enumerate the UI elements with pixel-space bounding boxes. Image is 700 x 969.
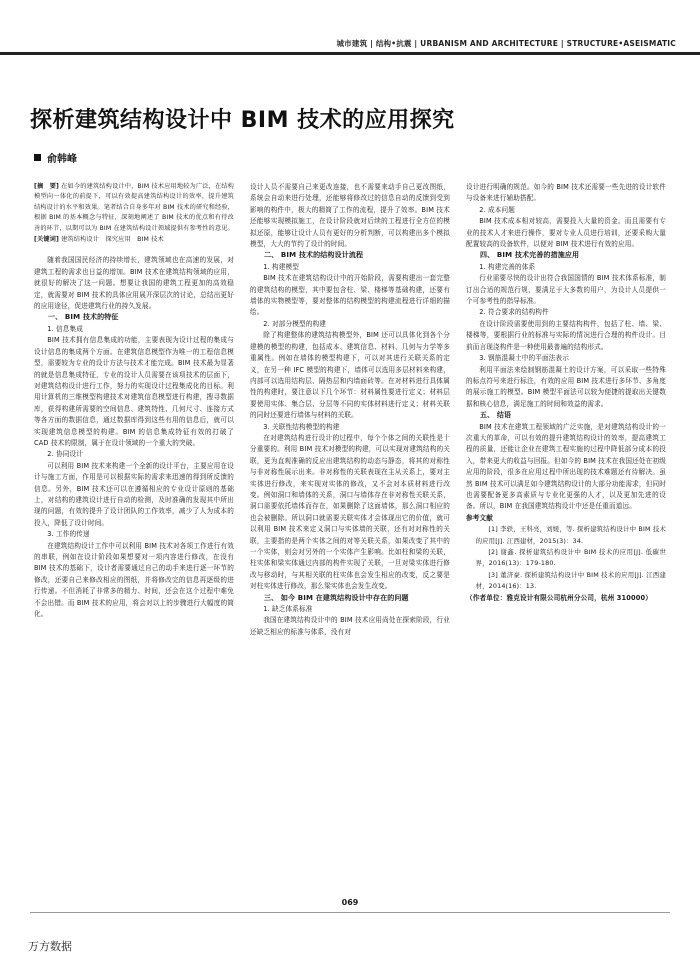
- intro-paragraph: 随着我国国民经济的持续增长，建筑领域也在高速的发展，对建筑工程的需求也日益的增加。BIM 技术在建筑结构领域的应用，就很好的解决了这一问题。想要让我国的建筑工程更加的高效稳定，就需要对 BIM 技术的具体应用展开深层次的讨论，总结出更好的应用途径，促进建筑行业的持久发展。: [34, 256, 234, 311]
- body-paragraph: BIM 技术在建筑工程领域的广泛实施，是对建筑结构设计的一次重大的革命，可以有效的提升建筑结构设计的效率，提高建筑工程的质量，还能让企业在建筑工程实施的过程中降低部分成本的投入，带来更大的收益与回报。但如今的 BIM 技术在我国还处在初级应用的阶段，很多在应用过程中所出现的技术难题还有待解决。虽然 BIM 技术可以满足如今建筑结构设计的大部分功能需求，但同时也需要配备更多高素质与专业化更强的人才，以及更加先进的设备。所以，BIM 在我国建筑结构设计中还是任重而道远。: [466, 422, 666, 511]
- subsection-heading: 1. 构建完善的体系: [479, 262, 536, 271]
- page-number: 069: [341, 898, 359, 907]
- subsection-heading: 1. 缺乏体系标准: [263, 605, 313, 614]
- reference-item: [1] 李轶，王科亮，刘媛，等. 探析建筑结构设计中 BIM 技术的应用[J]. 江西建材，2015(3)：34.: [475, 525, 666, 545]
- footer-rule: [30, 912, 670, 913]
- section-heading: 二、 BIM 技术的结构设计流程: [264, 251, 364, 260]
- journal-header: 城市建筑 | 结构•抗震 | URBANISM AND ARCHITECTURE | STRUCTURE•ASEISMATIC: [336, 39, 676, 48]
- author-square-icon: [34, 154, 41, 161]
- body-paragraph: 我国在建筑结构设计中的 BIM 技术应用尚处在探索阶段，行业还缺乏相应的标准与体系，没有对: [250, 616, 450, 636]
- column-1: [34, 182, 234, 620]
- subsection-heading: 2. 符合要求的结构构件: [479, 308, 549, 317]
- column-3: [466, 182, 666, 604]
- subsection-heading: 3. 工作的传递: [47, 530, 90, 539]
- body-paragraph: BIM 技术在建筑结构设计中的开始阶段，需要构建出一套完整的建筑结构的模型，其中要包含柱、梁、楼梯等基础构建，还要有墙体的实物模型等，要对整体的结构模型的构建流程进行详细的描绘。: [250, 274, 450, 317]
- reference-item: [3] 董济豪. 探析建筑结构设计中 BIM 技术的应用[J]. 江西建材，2014(16)：13.: [475, 570, 666, 591]
- subsection-heading: 2. 协同设计: [47, 450, 83, 459]
- body-paragraph: BIM 技术成本相对较高，需要投入大量的资金。而且需要有专业的技术人才来进行操作，要对专业人员进行培训，还要采购大量配置较高的设备软件，以便对 BIM 技术进行有效的应用。: [466, 217, 666, 249]
- body-paragraph: 在对建筑结构进行设计的过程中，每个个体之间的关联性是十分重要的。利用 BIM 技术对模型的构建，可以实现对建筑结构的关联，更为直观准确的反应出建筑结构的动态与静态，将其的对称性与非对称性展示出来。非对称性的关联表现在主从关系上，要对主实体进行修改，来实现对实体的修改，又不会对本质材料进行改变。例如洞口和墙体的关系，洞口与墙体存在非对称性关联关系，洞口需要依托墙体而存在，如果删除了这面墙体，那么洞口相应的也会被删除。所以洞口就需要关联实体才会体现出它的价值，就可以利用 BIM 技术来定义洞口与实体墙的关联，还有对对称性的关联，主要指的是两个实体之间的对等关联关系，如果改变了其中的一个实体，则会对另外的一个实体产生影响。比如柱和梁的关联，柱实体和梁实体通过内部的构件实现了关联，一旦对梁实体进行修改与移动时，与其相关联的柱实体也会发生相应的改变，反之要是对柱实体进行修改，那么梁实体也会发生改变。: [250, 433, 450, 591]
- section-heading: 四、 BIM 技术完善的措施应用: [480, 251, 580, 260]
- column-2: [250, 182, 450, 638]
- author-affiliation: （作者单位：雅克设计有限公司杭州分公司，杭州 310000）: [466, 593, 652, 602]
- abstract: [摘 要] 在如今的建筑结构设计中，BIM 技术应用地较为广泛，在结构模型向一体化的前提下，可以有效提高建筑结构设计的效率，提升建筑结构设计的水平和效果。笔者结合自身多年对 BIM 技术的研究和经验，根据 BIM 的基本概念与特征，深刻地阐述了 BIM 技术的优点和有待改善的环节，以期可以为 BIM 在建筑结构设计领域提供有参考性的意见。: [34, 183, 235, 232]
- subsection-heading: 2. 成本问题: [479, 205, 515, 214]
- body-paragraph: 设计人员不需要自己来更改连接，也不需要来动手自己更改图纸，系统会自动来进行处理，还能够将修改过的信息自动的反馈到受到影响的构件中，极大的精简了工作的流程，提升了效率。BIM 技术还能够实现模拟施工，在设计阶段就对后续的工程进行全方位的模拟还原，能够让设计人员有更好的分析判断，可以构建出多个模拟模型，大大的节约了设计的时间。: [250, 183, 450, 249]
- subsection-heading: 2. 对部分模型的构建: [263, 319, 326, 328]
- body-paragraph: 在设计阶段需要使用到的主要结构构件，包括了柱、墙、梁、楼梯等，要根据行业的标准与实际的情况进行合理的构件设计。目前而言现浇构件是一种使用最普遍的结构形式。: [466, 319, 666, 351]
- article-title: 探析建筑结构设计中 BIM 技术的应用探究: [30, 107, 455, 133]
- references-title: 参考文献: [466, 513, 493, 522]
- section-heading: 五、 结语: [480, 411, 512, 420]
- section-heading: 三、 如今 BIM 在建筑结构设计中存在的问题: [264, 593, 409, 602]
- body-paragraph: 在建筑结构设计工作中可以利用 BIM 技术对各项工作进行有效的串联，例如在设计阶段如果想要对一项内容进行修改，在没有 BIM 技术的基础下，设计者需要通过自己的动手来进行逐一环节的修改，还要自己来修改相应的图纸，并将修改完的信息再逐级的进行传递。不但消耗了非常多的精力、时间，还会在这个过程中难免不会出错。而 BIM 技术的应用，将会对以上的步骤进行大幅度的简化。: [34, 541, 234, 619]
- subsection-heading: 1. 信息集成: [47, 324, 83, 333]
- subsection-heading: 3. 关联性结构模型的构建: [263, 422, 340, 431]
- author-name: 俞韩峰: [47, 154, 77, 165]
- body-paragraph: 利用平面法来绘制钢筋混凝土的设计方案，可以采取一些特殊的标点符号来进行标注，有效的应用 BIM 技术进行多环节、多角度的展示施工的模型。BIM 模型平面法可以较为便捷的提取出关键数据和核心信息，满足施工的时间和效益的需求。: [466, 365, 666, 408]
- body-paragraph: BIM 技术拥有信息集成的功能，主要表现为设计过程的集成与设计信息的集成两个方面。在建筑信息模型作为唯一的工程信息模型，需要较为专业的设计方法与技术才能完成。BIM 技术最为显著的就是信息集成特征，专业的设计人员需要在该项技术的层面下，对建筑结构设计进行工作，努力的实现设计过程集成化的目标。利用计算机的三维模型构建技术对建筑信息模型进行构建，搜寻数据库，获得构建所需要的空间信息、建筑特性、几何尺寸、连接方式等各方面的数据信息，通过数据库得到这些有用的信息后，就可以实现建筑信息模型的构建。BIM 的信息集成特征有效的打破了 CAD 技术的限制，属于在设计领域的一个重大的突破。: [34, 336, 234, 447]
- body-paragraph: 可以利用 BIM 技术来构建一个全新的设计平台，主要应用在设计与施工方面，作用是可以根据实际的需求来迅速的得到所反馈的信息。另外，BIM 技术还可以在遵循相应的专业设计原则的基础上，对结构的建筑设计进行自动的检测，及时准确的发现其中所出现的问题，有效的提升了设计团队的工作效率，减少了人为成本的投入，降低了设计时间。: [34, 461, 234, 527]
- wanfang-logo: 万方数据: [28, 940, 72, 953]
- author-line: [34, 150, 77, 165]
- body-paragraph: 除了构建整体的建筑结构模型外，BIM 还可以具体化到各个分建模的模型的构建，包括成本、建筑信息、材料、几何与力学等多重属性。例如在墙体的模型构建下，可以对其进行关联关系的定义，在另一种 IFC 模型的构建下，墙体可以选用多层材料来构建，内部可以选用结构层、隔热层和内墙面砖等。在对材料进行具体属性的构建时，要注意以下几个环节：材料属性要进行定义；材料层要使用实体、集合层、分层等不同的实体材料进行定义；材料关联的同时还要进行墙体与材料的关联。: [250, 331, 450, 420]
- subsection-heading: 3. 钢筋混凝土中的平面法表示: [479, 354, 569, 363]
- reference-item: [2] 谢鑫. 探析建筑结构设计中 BIM 技术的应用[J]. 低碳世界，2016(13)：179-180.: [475, 548, 666, 568]
- section-heading: 一、 BIM 技术的特征: [48, 313, 119, 322]
- body-paragraph: 行业需要尽快的设计出符合我国国情的 BIM 技术体系标准，制订出合适的规范行规，要满足于大多数的用户，为设计人员提供一个可参考性的指导标准。: [466, 274, 666, 306]
- keywords: [关键词] 建筑结构设计 探究应用 BIM 技术: [34, 236, 164, 244]
- subsection-heading: 1. 构建模型: [263, 262, 299, 271]
- body-paragraph: 设计进行明确的规范。如今的 BIM 技术还需要一些先进的设计软件与设备来进行辅助搭配。: [466, 183, 666, 203]
